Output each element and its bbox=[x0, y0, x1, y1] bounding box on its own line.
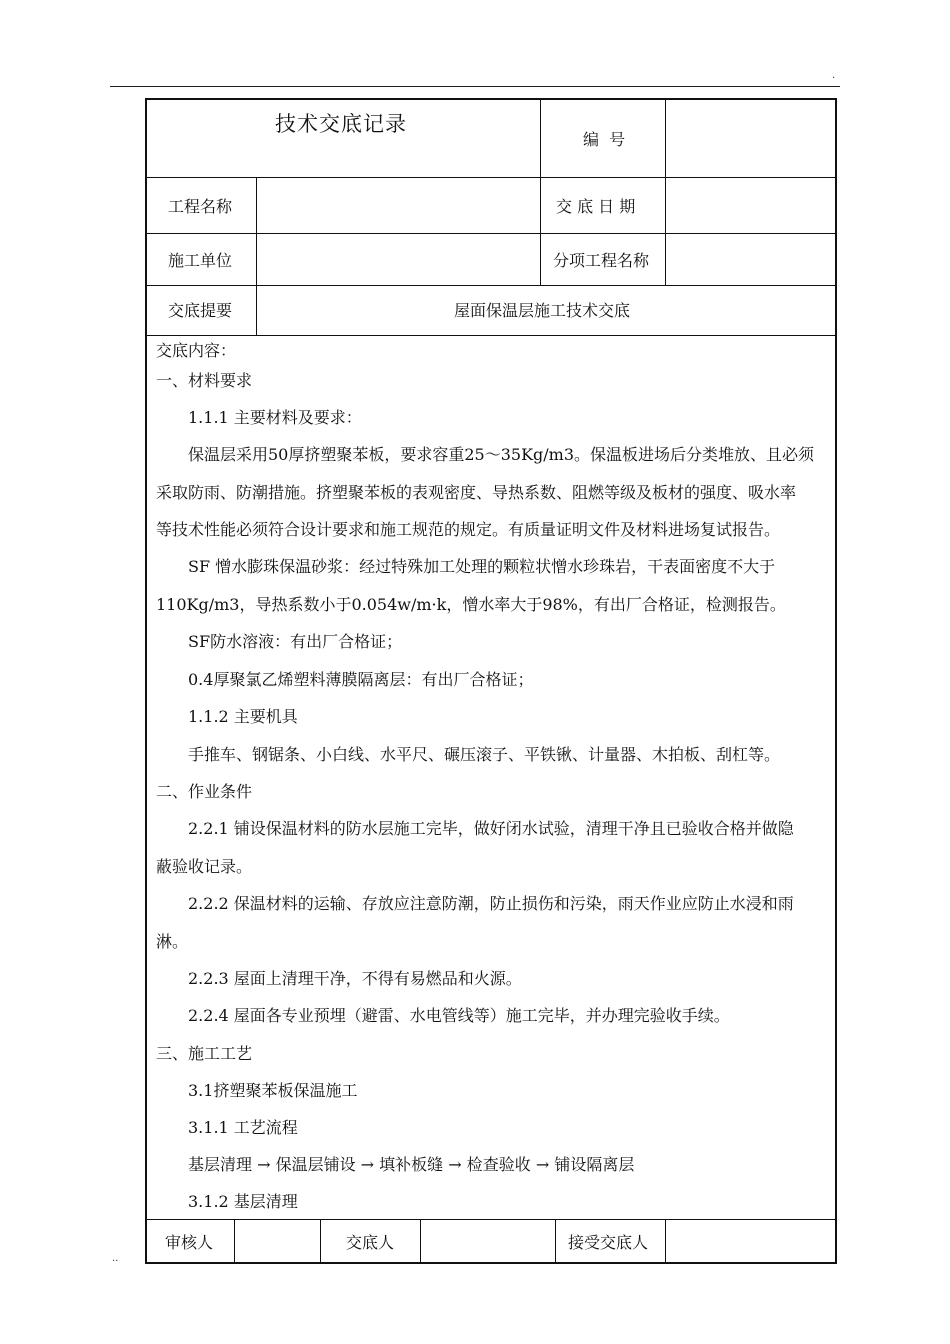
summary-label: 交底提要 bbox=[168, 301, 233, 320]
row-divider bbox=[145, 1219, 837, 1220]
subsection-heading: 3.1.2 基层清理 bbox=[188, 1192, 298, 1211]
paragraph-line: 等技术性能必须符合设计要求和施工规范的规定。有质量证明文件及材料进场复试报告。 bbox=[156, 520, 781, 539]
col-divider bbox=[665, 233, 666, 285]
paragraph-line: 淋。 bbox=[156, 932, 189, 951]
col-divider bbox=[256, 177, 257, 335]
col-divider bbox=[234, 1219, 235, 1264]
paragraph-line: 2.2.3 屋面上清理干净，不得有易燃品和火源。 bbox=[188, 969, 522, 988]
paragraph-line: 蔽验收记录。 bbox=[156, 857, 253, 876]
project-name-label: 工程名称 bbox=[168, 197, 233, 216]
page-footer-mark: ·· bbox=[112, 1256, 119, 1267]
paragraph-line: 110Kg/m3，导热系数小于0.054w/m·k，憎水率大于98%，有出厂合格证，检测报告。 bbox=[156, 595, 786, 614]
content-heading: 交底内容： bbox=[156, 341, 237, 360]
col-divider bbox=[420, 1219, 421, 1264]
subproject-label: 分项工程名称 bbox=[553, 251, 650, 270]
summary-value: 屋面保温层施工技术交底 bbox=[454, 301, 631, 320]
number-label: 编 号 bbox=[583, 130, 626, 149]
disclosure-date-label: 交 底 日 期 bbox=[556, 197, 636, 216]
paragraph-line: 2.2.4 屋面各专业预埋（避雷、水电管线等）施工完毕，并办理完验收手续。 bbox=[188, 1006, 730, 1025]
paragraph-line: 手推车、钢锯条、小白线、水平尺、碾压滚子、平铁锹、计量器、木拍板、刮杠等。 bbox=[188, 745, 781, 764]
section-heading: 一、材料要求 bbox=[156, 371, 253, 390]
subsection-heading: 3.1挤塑聚苯板保温施工 bbox=[188, 1081, 358, 1100]
col-divider bbox=[540, 233, 541, 285]
col-divider bbox=[555, 1219, 556, 1264]
section-heading: 二、作业条件 bbox=[156, 782, 253, 801]
subsection-heading: 1.1.2 主要机具 bbox=[188, 707, 298, 726]
paragraph-line: 0.4厚聚氯乙烯塑料薄膜隔离层：有出厂合格证； bbox=[188, 670, 534, 689]
row-divider bbox=[145, 177, 837, 178]
paragraph-line: 采取防雨、防潮措施。挤塑聚苯板的表观密度、导热系数、阻燃等级及板材的强度、吸水率 bbox=[156, 483, 797, 502]
page-header-rule bbox=[110, 86, 840, 87]
col-divider bbox=[665, 1219, 666, 1264]
reviewer-label: 审核人 bbox=[165, 1233, 214, 1252]
page-title: 技术交底记录 bbox=[275, 112, 407, 136]
process-flow-line: 基层清理 → 保温层铺设 → 填补板缝 → 检查验收 → 铺设隔离层 bbox=[188, 1155, 635, 1174]
discloser-label: 交底人 bbox=[346, 1233, 395, 1252]
subsection-heading: 1.1.1 主要材料及要求： bbox=[188, 408, 362, 427]
subsection-heading: 3.1.1 工艺流程 bbox=[188, 1118, 298, 1137]
paragraph-line: 2.2.2 保温材料的运输、存放应注意防潮，防止损伤和污染，雨天作业应防止水浸和雨 bbox=[188, 894, 794, 913]
col-divider bbox=[540, 98, 541, 235]
row-divider bbox=[145, 335, 837, 336]
paragraph-line: 保温层采用50厚挤塑聚苯板，要求容重25～35Kg/m3。保温板进场后分类堆放、且必须 bbox=[188, 445, 815, 464]
paragraph-line: 2.2.1 铺设保温材料的防水层施工完毕，做好闭水试验，清理干净且已验收合格并做隐 bbox=[188, 819, 794, 838]
paragraph-line: SF防水溶液：有出厂合格证； bbox=[188, 632, 403, 651]
row-divider bbox=[145, 233, 837, 234]
row-divider bbox=[145, 285, 837, 286]
col-divider bbox=[665, 98, 666, 235]
contractor-label: 施工单位 bbox=[168, 251, 233, 270]
paragraph-line: SF 憎水膨珠保温砂浆：经过特殊加工处理的颗粒状憎水珍珠岩，干表面密度不大于 bbox=[188, 557, 776, 576]
section-heading: 三、施工工艺 bbox=[156, 1044, 253, 1063]
page-corner-mark: . bbox=[832, 70, 836, 81]
receiver-label: 接受交底人 bbox=[568, 1233, 649, 1252]
col-divider bbox=[320, 1219, 321, 1264]
